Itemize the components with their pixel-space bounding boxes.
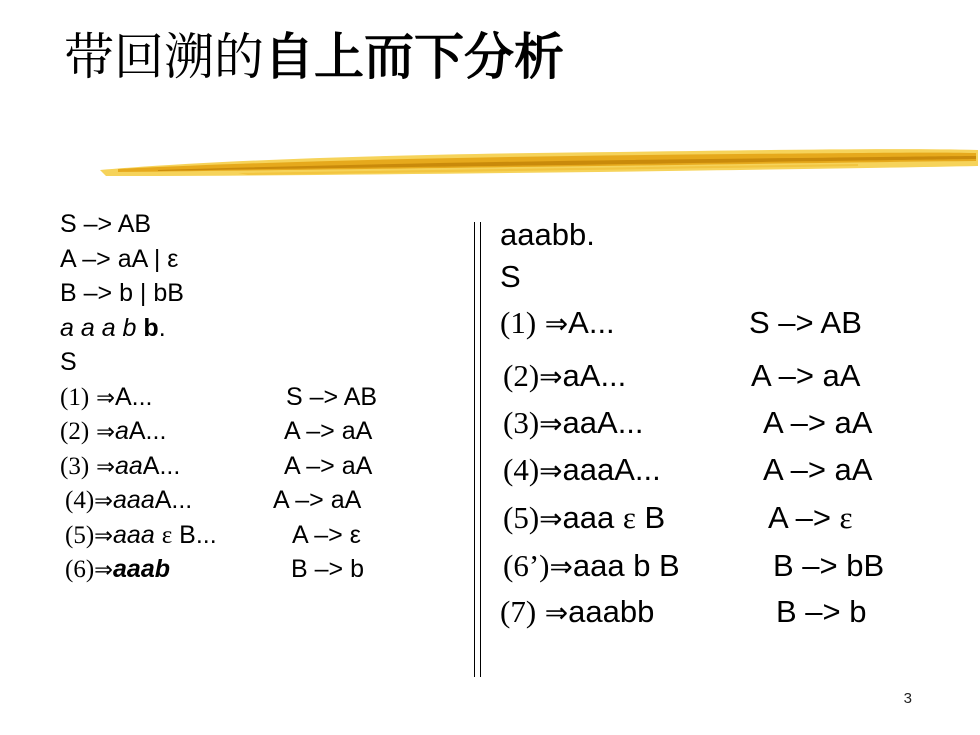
derivation-step: (5)⇒aaa ε B... A –> ε [65, 520, 361, 549]
derivation-step: (2) ⇒aA... A –> aA [60, 417, 373, 445]
title-bold: 自上而下分析 [264, 28, 564, 86]
derivation-step: (6)⇒aaab B –> b [65, 555, 364, 583]
derivation-step: (3) ⇒aaA... A –> aA [60, 451, 373, 480]
derivation-step: (7) ⇒aaabb B –> b [500, 594, 867, 629]
derivation-step: (5)⇒aaa ε B A –> ε [503, 500, 853, 535]
slide-number: 3 [903, 690, 912, 707]
input-string: aaabb. [500, 217, 595, 252]
start-symbol: S [500, 259, 521, 294]
grammar-rule: B –> b | bB [60, 279, 184, 307]
column-divider-line [474, 222, 475, 677]
derivation-step: (4)⇒aaaA... A –> aA [503, 452, 873, 487]
grammar-rule: A –> aA | ε [60, 244, 179, 273]
gold-brush-stroke-decoration [98, 140, 980, 190]
derivation-step: (6’)⇒aaa b B B –> bB [503, 548, 885, 583]
input-string: a a a b b. [60, 313, 166, 342]
derivation-step: (3)⇒aaA... A –> aA [503, 405, 873, 440]
derivation-step: (1) ⇒A... S –> AB [60, 382, 378, 411]
derivation-step: (1) ⇒A... S –> AB [500, 305, 862, 340]
derivation-step: (4)⇒aaaA... A –> aA [65, 486, 362, 514]
column-divider-line [480, 222, 481, 677]
grammar-rule: S –> AB [60, 210, 152, 238]
title-normal: 带回溯的 [64, 28, 264, 86]
derivation-step: (2)⇒aA... A –> aA [503, 358, 861, 393]
slide-title [64, 22, 564, 92]
start-symbol: S [60, 348, 77, 376]
left-derivation-column [60, 207, 460, 587]
right-derivation-column [500, 212, 970, 635]
